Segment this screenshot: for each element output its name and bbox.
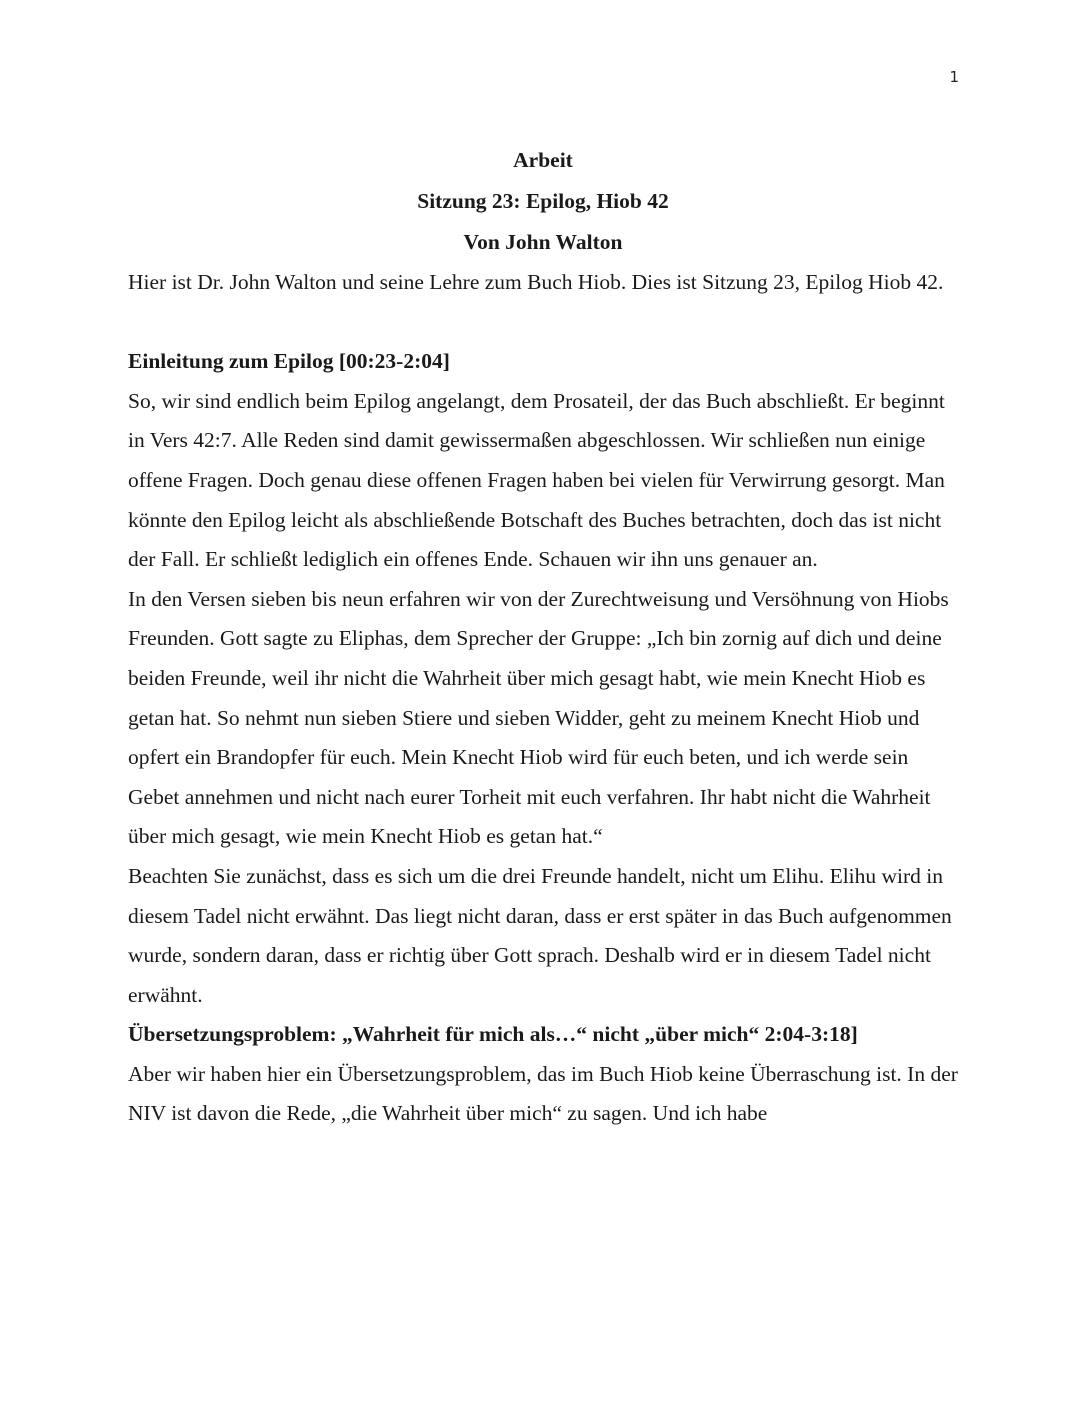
section-heading: Übersetzungsproblem: „Wahrheit für mich als…“ nicht „über mich“ 2:04-3:18] — [128, 1022, 858, 1047]
document-body — [128, 140, 958, 1134]
body-paragraph: Aber wir haben hier ein Übersetzungsproblem, das im Buch Hiob keine Überraschung ist. In der NIV ist davon die Rede, „die Wahrheit über mich“ zu sagen. Und ich habe — [128, 1061, 958, 1126]
body-paragraph: In den Versen sieben bis neun erfahren wir von der Zurechtweisung und Versöhnung von Hiobs Freunden. Gott sagte zu Eliphas, dem Sprecher der Gruppe: „Ich bin zornig auf dich und deine beiden Freunde, weil ihr nicht die Wahrheit über mich gesagt habt, wie mein Knecht Hiob es getan hat. So nehmt nun sieben Stiere und sieben Widder, geht zu meinem Knecht Hiob und opfert ein Brandopfer für euch. Mein Knecht Hiob wird für euch beten, und ich werde sein Gebet annehmen und nicht nach eurer Torheit mit euch verfahren. Ihr habt nicht die Wahrheit über mich gesagt, wie mein Knecht Hiob es getan hat.“ — [128, 586, 949, 849]
body-paragraph: So, wir sind endlich beim Epilog angelangt, dem Prosateil, der das Buch abschließt. Er beginnt in Vers 42:7. Alle Reden sind damit gewissermaßen abgeschlossen. Wir schließen nun einige offene Fragen. Doch genau diese offenen Fragen haben bei vielen für Verwirrung gesorgt. Man könnte den Epilog leicht als abschließende Botschaft des Buches betrachten, doch das ist nicht der Fall. Er schließt lediglich ein offenes Ende. Schauen wir ihn uns genauer an. — [128, 388, 945, 572]
body-paragraph: Beachten Sie zunächst, dass es sich um die drei Freunde handelt, nicht um Elihu. Elihu wird in diesem Tadel nicht erwähnt. Das liegt nicht daran, dass er erst später in das Buch aufgenommen wurde, sondern daran, dass er richtig über Gott sprach. Deshalb wird er in diesem Tadel nicht erwähnt. — [128, 863, 952, 1007]
page-number: 1 — [949, 68, 959, 86]
intro-paragraph: Hier ist Dr. John Walton und seine Lehre zum Buch Hiob. Dies ist Sitzung 23, Epilog Hiob 42. — [128, 270, 944, 294]
document-author: Von John Walton — [463, 230, 623, 254]
document-title: Arbeit — [513, 148, 573, 172]
section-spacer — [128, 303, 958, 343]
document-subtitle: Sitzung 23: Epilog, Hiob 42 — [417, 189, 669, 213]
section-heading: Einleitung zum Epilog [00:23-2:04] — [128, 349, 450, 374]
